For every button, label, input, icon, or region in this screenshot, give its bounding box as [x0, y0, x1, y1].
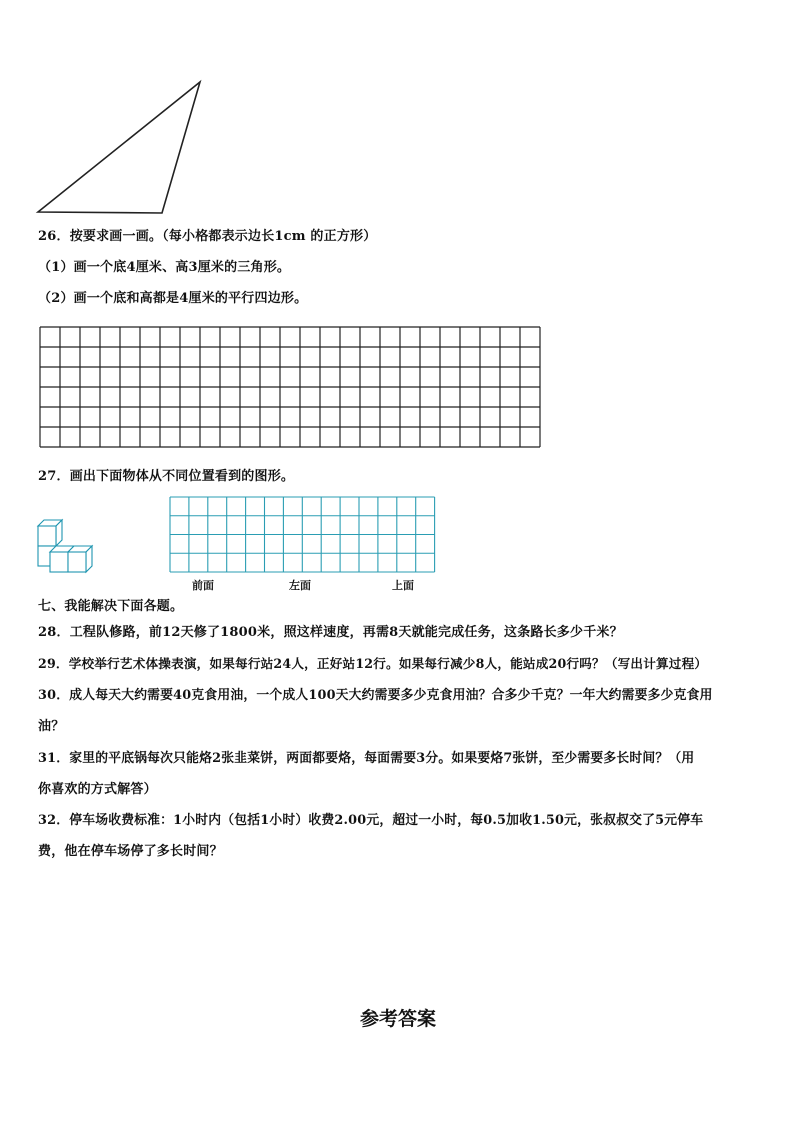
q27-stem: 27．画出下面物体从不同位置看到的图形。	[38, 469, 295, 484]
section7-heading: 七、我能解决下面各题。	[38, 599, 184, 614]
q31-line1: 31．家里的平底锅每次只能烙2张韭菜饼，两面都要烙，每面需要3分。如果要烙7张饼，至少需要多长时间？（用	[38, 751, 695, 766]
q29-text: 29．学校举行艺术体操表演，如果每行站24人，正好站12行。如果每行减少8人，能站成20行吗？（写出计算过程）	[38, 656, 708, 671]
view-label-left: 左面	[289, 579, 311, 592]
q31-line2: 你喜欢的方式解答）	[38, 782, 157, 797]
cube-stack-figure	[34, 516, 104, 576]
q30-line1: 30．成人每天大约需要40克食用油，一个成人100天大约需要多少克食用油？合多少千克？一年大约需要多少克食用	[38, 688, 713, 703]
triangle-figure	[0, 0, 240, 220]
answer-title: 参考答案	[360, 1008, 437, 1030]
view-label-top: 上面	[392, 579, 414, 592]
q28-text: 28．工程队修路，前12天修了1800米，照这样速度，再需8天就能完成任务，这条路长多少千米？	[38, 625, 623, 640]
q26-drawing-grid[interactable]	[38, 325, 544, 451]
q32-line2: 费，他在停车场停了多长时间？	[38, 844, 223, 859]
q32-line1: 32．停车场收费标准：1小时内（包括1小时）收费2.00元，超过一小时，每0.5加收1.50元，张叔叔交了5元停车	[38, 813, 704, 828]
q26-part2: （2）画一个底和高都是4厘米的平行四边形。	[38, 291, 308, 306]
q27-view-grid[interactable]	[168, 495, 438, 575]
view-label-front: 前面	[192, 579, 214, 592]
q26-stem: 26．按要求画一画。（每小格都表示边长1cm 的正方形）	[38, 229, 377, 244]
q26-part1: （1）画一个底4厘米、高3厘米的三角形。	[38, 260, 291, 275]
q30-line2: 油？	[38, 719, 65, 734]
